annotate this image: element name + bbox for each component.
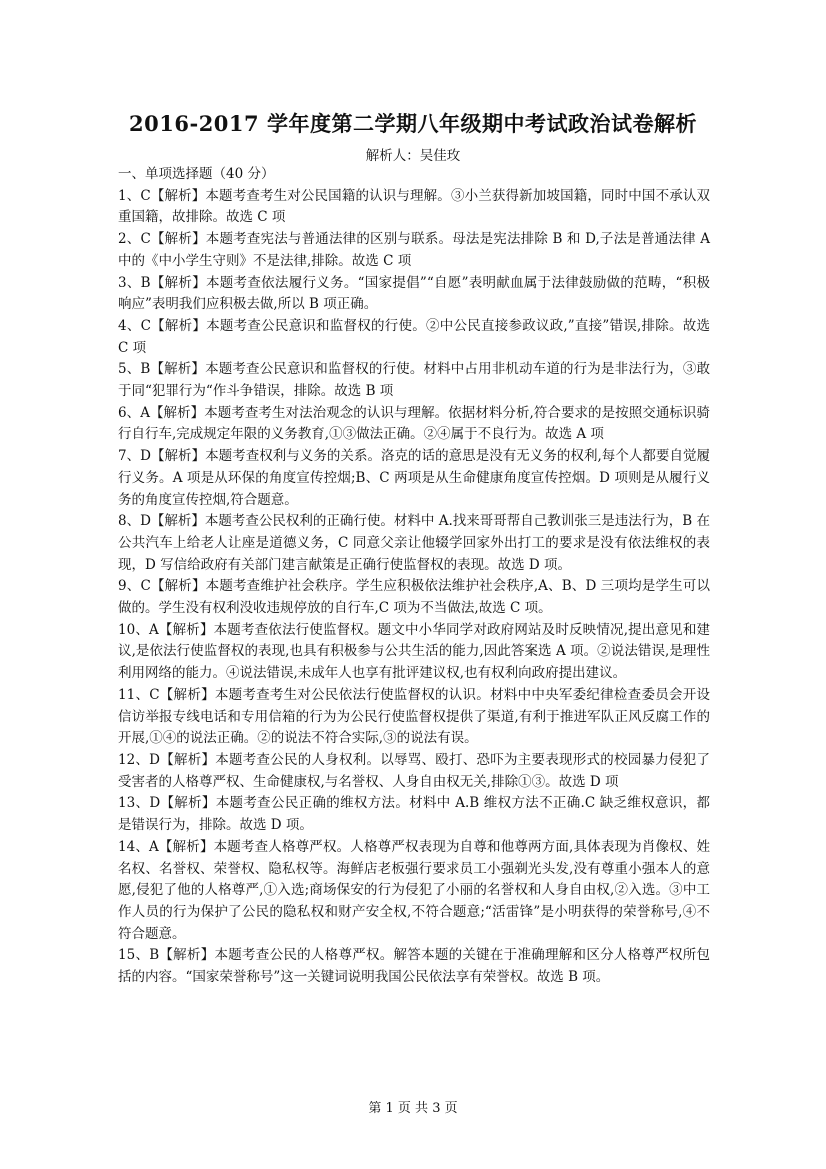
answer-item-14: 14、A【解析】本题考查人格尊严权。人格尊严权表现为自尊和他尊两方面,具体表现为肖像权、姓名权、名誉权、荣誉权、隐私权等。海鲜店老板强行要求员工小强剃光头发,没有尊重小强本人的意愿,侵犯了他的人格尊严,①入选;商场保安的行为侵犯了小丽的名誉权和人身自由权,②入选。③中工作人员的行为保护了公民的隐私权和财产安全权,不符合题意;“活雷锋”是小明获得的荣誉称号,④不符合题意。 xyxy=(118,838,710,942)
answer-item-3: 3、B【解析】本题考查依法履行义务。“国家提倡”“自愿”表明献血属于法律鼓励做的范畴，“积极响应”表明我们应积极去做,所以 B 项正确。 xyxy=(118,274,710,313)
answer-item-5: 5、B【解析】本题考查公民意识和监督权的行使。材料中占用非机动车道的行为是非法行为，③敢于同“犯罪行为“作斗争错误，排除。故选 B 项 xyxy=(118,361,710,400)
answer-item-10: 10、A【解析】本题考查依法行使监督权。题文中小华同学对政府网站及时反映情况,提出意见和建议,是依法行使监督权的表现,也具有积极参与公共生活的能力,因此答案选 A 项。②说法错误,是理性利用网络的能力。④说法错误,未成年人也享有批评建议权,也有权利向政府提出建议。 xyxy=(118,621,710,682)
answer-item-15: 15、B【解析】本题考查公民的人格尊严权。解答本题的关键在于准确理解和区分人格尊严权所包括的内容。“国家荣誉称号”这一关键词说明我国公民依法享有荣誉权。故选 B 项。 xyxy=(118,947,710,986)
answer-item-1: 1、C【解析】本题考查考生对公民国籍的认识与理解。③小兰获得新加坡国籍，同时中国不承认双重国籍，故排除。故选 C 项 xyxy=(118,187,710,226)
author-line: 解析人：吴佳玫 xyxy=(365,148,461,164)
answer-item-4: 4、C【解析】本题考查公民意识和监督权的行使。②中公民直接参政议政,”直接”错误,排除。故选 C 项 xyxy=(118,317,710,356)
document-body xyxy=(118,164,710,989)
answer-item-2: 2、C【解析】本题考查宪法与普通法律的区别与联系。母法是宪法排除 B 和 D,子法是普通法律 A 中的《中小学生守则》不是法律,排除。故选 C 项 xyxy=(118,231,710,269)
answer-item-8: 8、D【解析】本题考查公民权利的正确行使。材料中 A.找来哥哥帮自己教训张三是违法行为，B 在公共汽车上给老人让座是道德义务，C 同意父亲让他辍学回家外出打工的要求是没有依法维权的表现，D 写信给政府有关部门建言献策是正确行使监督权的表现。故选 D 项。 xyxy=(118,513,710,573)
answer-item-6: 6、A【解析】本题考查考生对法治观念的认识与理解。依据材料分析,符合要求的是按照交通标识骑行自行车,完成规定年限的义务教育,①③做法正确。②④属于不良行为。故选 A 项 xyxy=(118,404,710,443)
section-heading: 一、单项选择题（40 分） xyxy=(118,166,275,182)
document-title: 2016-2017 学年度第二学期八年级期中考试政治试卷解析 xyxy=(129,111,697,136)
page-footer: 第 1 页 共 3 页 xyxy=(368,1101,458,1116)
answer-item-11: 11、C【解析】本题考查考生对公民依法行使监督权的认识。材料中中央军委纪律检查委员会开设信访举报专线电话和专用信箱的行为为公民行使监督权提供了渠道,有利于推进军队正风反腐工作的开展,①④的说法正确。②的说法不符合实际,③的说法有误。 xyxy=(118,686,710,747)
answer-item-9: 9、C【解析】本题考查维护社会秩序。学生应积极依法维护社会秩序,A、B、D 三项均是学生可以做的。学生没有权利没收违规停放的自行车,C 项为不当做法,故选 C 项。 xyxy=(118,578,710,617)
answer-item-7: 7、D【解析】本题考查权利与义务的关系。洛克的话的意思是没有无义务的权利,每个人都要自觉履行义务。A 项是从环保的角度宣传控烟;B、C 两项是从生命健康角度宣传控烟。D 项则是从履行义务的角度宣传控烟,符合题意。 xyxy=(118,448,710,508)
answer-item-12: 12、D【解析】本题考查公民的人身权利。以辱骂、殴打、恐吓为主要表现形式的校园暴力侵犯了受害者的人格尊严权、生命健康权,与名誉权、人身自由权无关,排除①③。故选 D 项 xyxy=(118,751,710,790)
answer-item-13: 13、D【解析】本题考查公民正确的维权方法。材料中 A.B 维权方法不正确.C 缺乏维权意识，都是错误行为，排除。故选 D 项。 xyxy=(118,795,710,834)
